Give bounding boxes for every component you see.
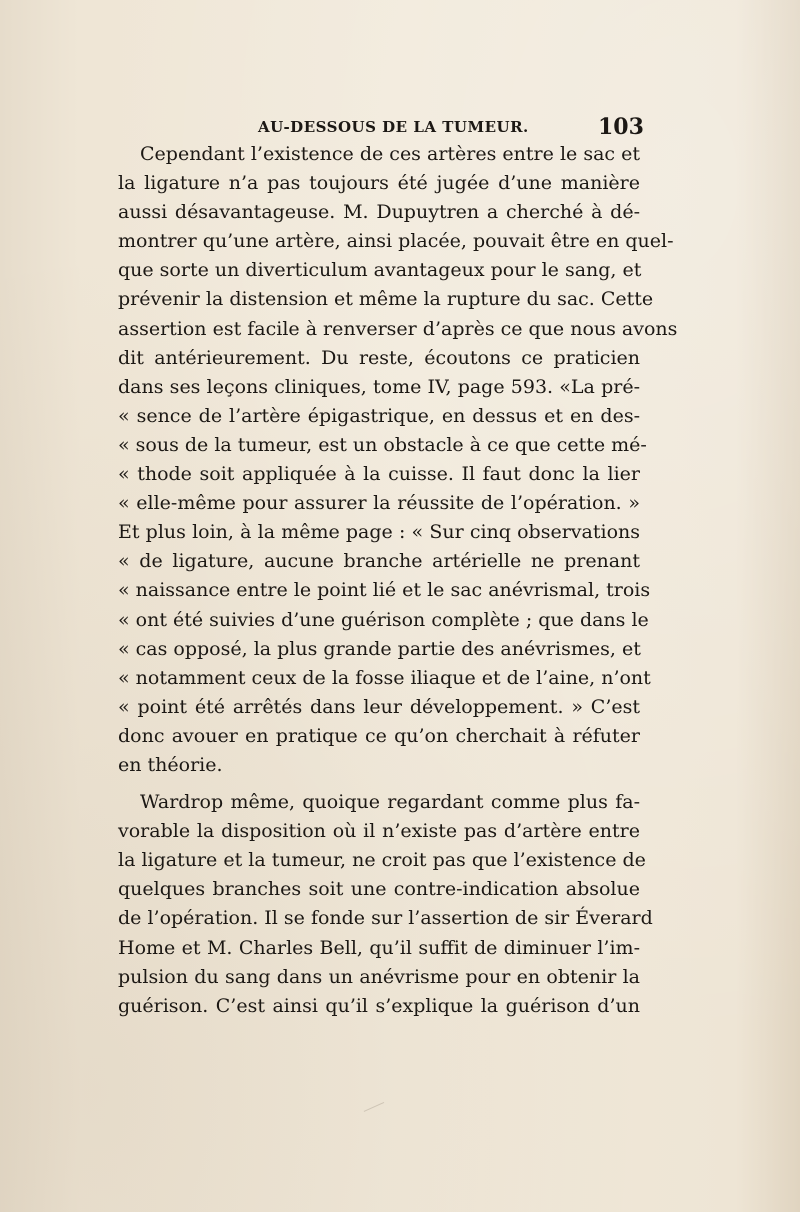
- text-line: dit antérieurement. Du reste, écoutons ce praticien: [118, 346, 640, 369]
- text-line: guérison. C’est ainsi qu’il s’explique la guérison d’un: [118, 994, 640, 1017]
- text-line: Et plus loin, à la même page : « Sur cinq observations: [118, 521, 640, 544]
- text-line: assertion est facile à renverser d’après ce que nous avons: [118, 317, 678, 340]
- paragraph-1: [118, 140, 678, 780]
- text-line: « thode soit appliquée à la cuisse. Il faut donc la lier: [118, 463, 640, 486]
- text-line: que sorte un diverticulum avantageux pour le sang, et: [118, 259, 642, 282]
- text-line: dans ses leçons cliniques, tome IV, page 593. «La pré-: [118, 375, 640, 398]
- text-line: « point été arrêtés dans leur développement. » C’est: [118, 695, 640, 718]
- text-line: Wardrop même, quoique regardant comme plus fa-: [140, 791, 640, 814]
- paper-mark: [364, 1102, 389, 1121]
- text-line: vorable la disposition où il n’existe pas d’artère entre: [118, 820, 640, 843]
- running-head: AU-DESSOUS DE LA TUMEUR.: [258, 118, 529, 136]
- text-line: la ligature et la tumeur, ne croit pas que l’existence de: [118, 849, 646, 872]
- text-line: donc avouer en pratique ce qu’on cherchait à réfuter: [118, 724, 640, 747]
- text-line: en théorie.: [118, 753, 223, 776]
- text-line: prévenir la distension et même la rupture du sac. Cette: [118, 288, 654, 311]
- text-line: « elle-même pour assurer la réussite de l’opération. »: [118, 492, 640, 515]
- text-line: « cas opposé, la plus grande partie des anévrismes, et: [118, 637, 641, 660]
- text-line: quelques branches soit une contre-indication absolue: [118, 878, 640, 901]
- body-text: [118, 140, 678, 1021]
- text-line: « sence de l’artère épigastrique, en dessus et en des-: [118, 404, 640, 427]
- text-line: pulsion du sang dans un anévrisme pour en obtenir la: [118, 965, 640, 988]
- text-line: « naissance entre le point lié et le sac anévrismal, trois: [118, 579, 651, 602]
- page-number: 103: [598, 114, 644, 140]
- text-line: Home et M. Charles Bell, qu’il suffit de diminuer l’im-: [118, 936, 640, 959]
- text-line: « sous de la tumeur, est un obstacle à ce que cette mé-: [118, 433, 647, 456]
- text-line: « de ligature, aucune branche artérielle ne prenant: [118, 550, 640, 573]
- text-line: la ligature n’a pas toujours été jugée d’une manière: [118, 172, 640, 195]
- text-line: aussi désavantageuse. M. Dupuytren a cherché à dé-: [118, 201, 640, 224]
- text-line: montrer qu’une artère, ainsi placée, pouvait être en quel-: [118, 230, 674, 253]
- text-line: Cependant l’existence de ces artères entre le sac et: [140, 143, 640, 165]
- paragraph-2: [118, 788, 653, 1021]
- text-line: de l’opération. Il se fonde sur l’assertion de sir Éverard: [118, 907, 653, 930]
- text-line: « notamment ceux de la fosse iliaque et de l’aine, n’ont: [118, 666, 651, 689]
- text-line: « ont été suivies d’une guérison complète ; que dans le: [118, 608, 649, 631]
